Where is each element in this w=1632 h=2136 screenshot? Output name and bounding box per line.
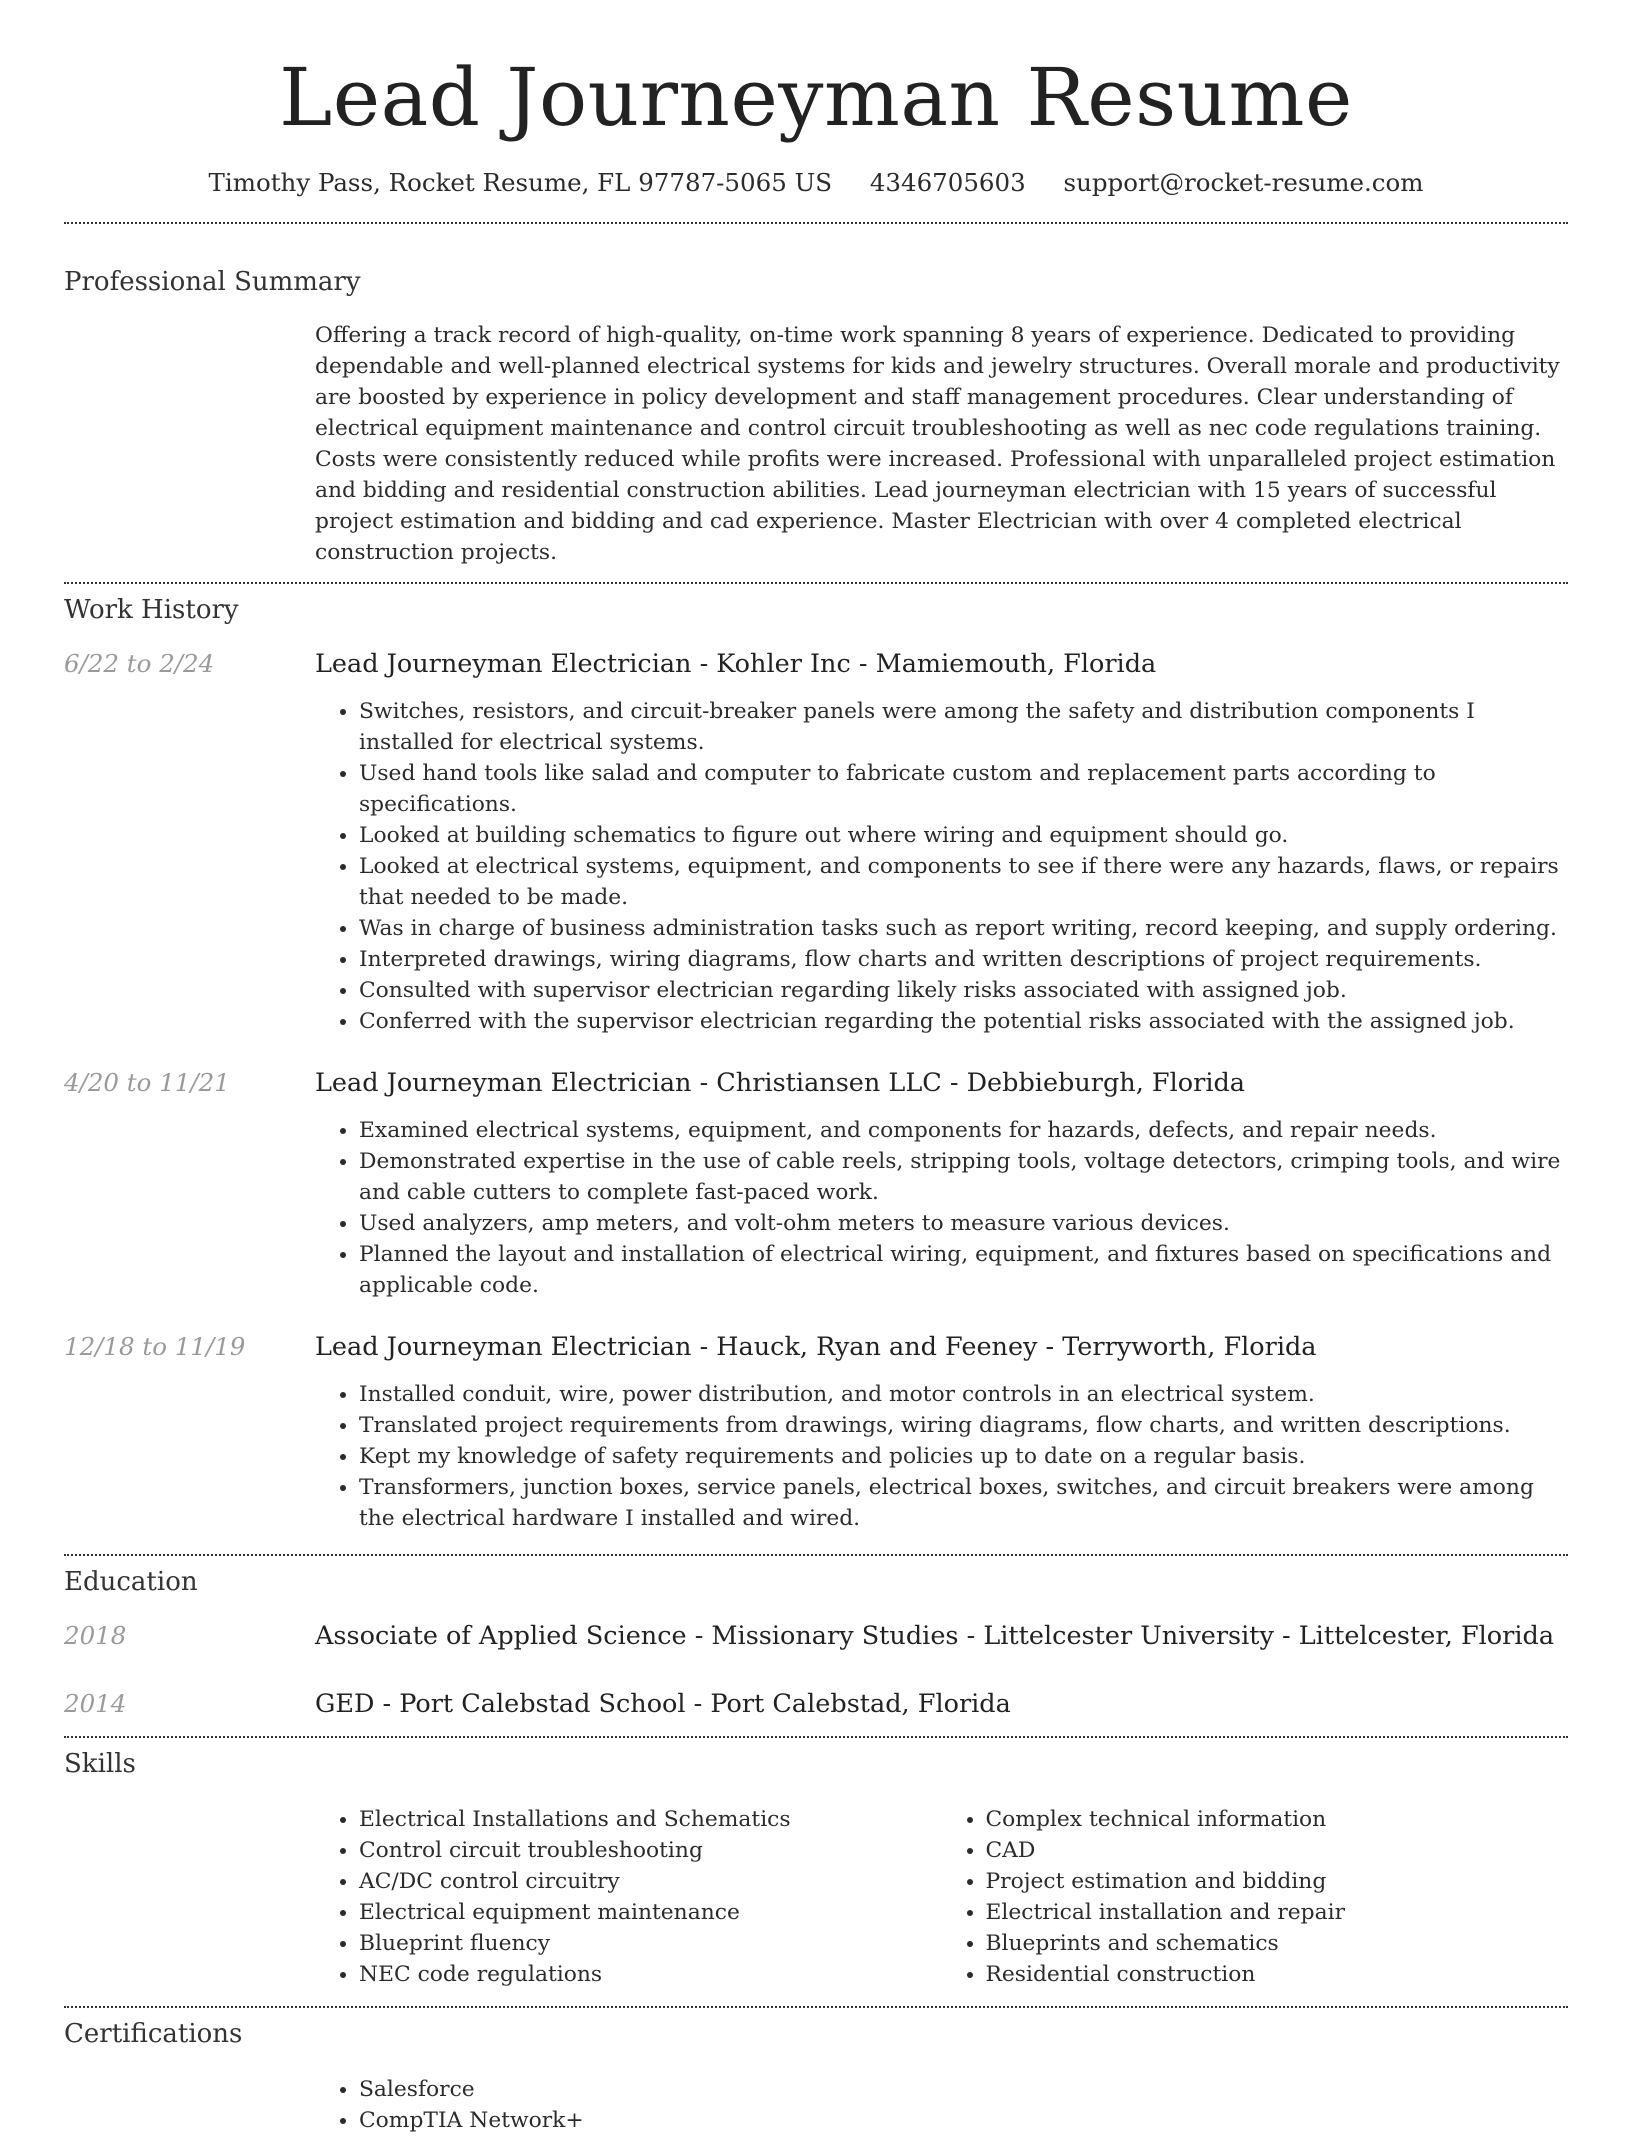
list-item: • Translated project requirements from drawings, wiring diagrams, flow charts, and written descriptions. <box>359 1410 1568 1441</box>
divider <box>64 2006 1568 2008</box>
education-entry <box>64 1620 1568 1652</box>
list-item: • Looked at electrical systems, equipment, and components to see if there were any hazards, flaws, or repairs that needed to be made. <box>359 851 1568 913</box>
list-item: • Electrical installation and repair <box>986 1897 1569 1928</box>
list-item: • Conferred with the supervisor electrician regarding the potential risks associated with the assigned job. <box>359 1006 1568 1037</box>
job-bullets <box>315 1379 1568 1534</box>
job-entry <box>64 1331 1568 1534</box>
divider <box>64 582 1568 584</box>
contact-email: support@rocket-resume.com <box>1063 168 1424 197</box>
education-title: GED - Port Calebstad School - Port Calebstad, Florida <box>315 1689 1011 1719</box>
list-item: • Was in charge of business administration tasks such as report writing, record keeping, and supply ordering. <box>359 913 1568 944</box>
job-bullets <box>315 1115 1568 1301</box>
summary-text: Offering a track record of high-quality, on-time work spanning 8 years of experience. Dedicated to providing dependable and well-planned electrical systems for kids and jewelry structures. Overall morale and productivity are boosted by experience in policy development and staff management procedures. Clear understanding of electrical equipment maintenance and control circuit troubleshooting as well as nec code regulations training. Costs were consistently reduced while profits were increased. Professional with unparalleled project estimation and bidding and residential construction abilities. Lead journeyman electrician with 15 years of successful project estimation and bidding and cad experience. Master Electrician with over 4 completed electrical construction projects. <box>315 323 1560 565</box>
list-item: • Examined electrical systems, equipment, and components for hazards, defects, and repair needs. <box>359 1115 1568 1146</box>
list-item: • NEC code regulations <box>359 1959 942 1990</box>
divider <box>64 1554 1568 1556</box>
job-title: Lead Journeyman Electrician - Hauck, Ryan and Feeney - Terryworth, Florida <box>315 1332 1317 1362</box>
job-entry <box>64 1067 1568 1301</box>
skills-column-left <box>315 1804 942 1990</box>
list-item: • Transformers, junction boxes, service panels, electrical boxes, switches, and circuit breakers were among the electrical hardware I installed and wired. <box>359 1472 1568 1534</box>
list-item: • Electrical Installations and Schematics <box>359 1804 942 1835</box>
contact-line <box>64 168 1568 198</box>
list-item: • Blueprint fluency <box>359 1928 942 1959</box>
list-item: • Kept my knowledge of safety requirements and policies up to date on a regular basis. <box>359 1441 1568 1472</box>
contact-phone: 4346705603 <box>869 168 1026 197</box>
list-item: • Switches, resistors, and circuit-breaker panels were among the safety and distribution components I installed for electrical systems. <box>359 696 1568 758</box>
job-title: Lead Journeyman Electrician - Christiansen LLC - Debbieburgh, Florida <box>315 1068 1246 1098</box>
list-item: • Looked at building schematics to figure out where wiring and equipment should go. <box>359 820 1568 851</box>
list-item: • Planned the layout and installation of electrical wiring, equipment, and fixtures based on specifications and applicable code. <box>359 1239 1568 1301</box>
education-title: Associate of Applied Science - Missionary Studies - Littelcester University - Littelcester, Florida <box>315 1621 1555 1651</box>
divider <box>64 222 1568 224</box>
list-item: • Used hand tools like salad and computer to fabricate custom and replacement parts according to specifications. <box>359 758 1568 820</box>
job-dates: 4/20 to 11/21 <box>64 1068 230 1097</box>
section-title-work-history: Work History <box>64 595 239 625</box>
list-item: • Blueprints and schematics <box>986 1928 1569 1959</box>
list-item: • Control circuit troubleshooting <box>359 1835 942 1866</box>
education-year: 2014 <box>64 1689 127 1718</box>
list-item: • Demonstrated expertise in the use of cable reels, stripping tools, voltage detectors, crimping tools, and wire and cable cutters to complete fast-paced work. <box>359 1146 1568 1208</box>
list-item: • AC/DC control circuitry <box>359 1866 942 1897</box>
list-item: • Residential construction <box>986 1959 1569 1990</box>
job-bullets <box>315 696 1568 1037</box>
list-item: • Project estimation and bidding <box>986 1866 1569 1897</box>
list-item: • Electrical equipment maintenance <box>359 1897 942 1928</box>
job-entry <box>64 648 1568 1037</box>
contact-address: Timothy Pass, Rocket Resume, FL 97787-5065 US <box>208 168 833 197</box>
section-title-summary: Professional Summary <box>64 267 361 297</box>
list-item: • Salesforce <box>359 2074 1568 2105</box>
list-item: • CompTIA Network+ <box>359 2105 1568 2136</box>
education-year: 2018 <box>64 1621 127 1650</box>
skills-list <box>315 1804 1568 1990</box>
list-item: • Used analyzers, amp meters, and volt-ohm meters to measure various devices. <box>359 1208 1568 1239</box>
section-title-education: Education <box>64 1567 198 1597</box>
resume-page <box>64 0 1568 2136</box>
list-item: • Consulted with supervisor electrician regarding likely risks associated with assigned job. <box>359 975 1568 1006</box>
education-entry <box>64 1688 1568 1720</box>
list-item: • Complex technical information <box>986 1804 1569 1835</box>
skills-column-right <box>942 1804 1569 1990</box>
resume-title: Lead Journeyman Resume <box>279 51 1353 144</box>
list-item: • Installed conduit, wire, power distribution, and motor controls in an electrical system. <box>359 1379 1568 1410</box>
job-title: Lead Journeyman Electrician - Kohler Inc - Mamiemouth, Florida <box>315 649 1157 679</box>
job-dates: 6/22 to 2/24 <box>64 649 215 678</box>
list-item: • CAD <box>986 1835 1569 1866</box>
list-item: • Interpreted drawings, wiring diagrams, flow charts and written descriptions of project requirements. <box>359 944 1568 975</box>
job-dates: 12/18 to 11/19 <box>64 1332 246 1361</box>
section-title-certifications: Certifications <box>64 2019 243 2049</box>
divider <box>64 1736 1568 1738</box>
section-title-skills: Skills <box>64 1749 136 1779</box>
certifications-list <box>315 2074 1568 2136</box>
